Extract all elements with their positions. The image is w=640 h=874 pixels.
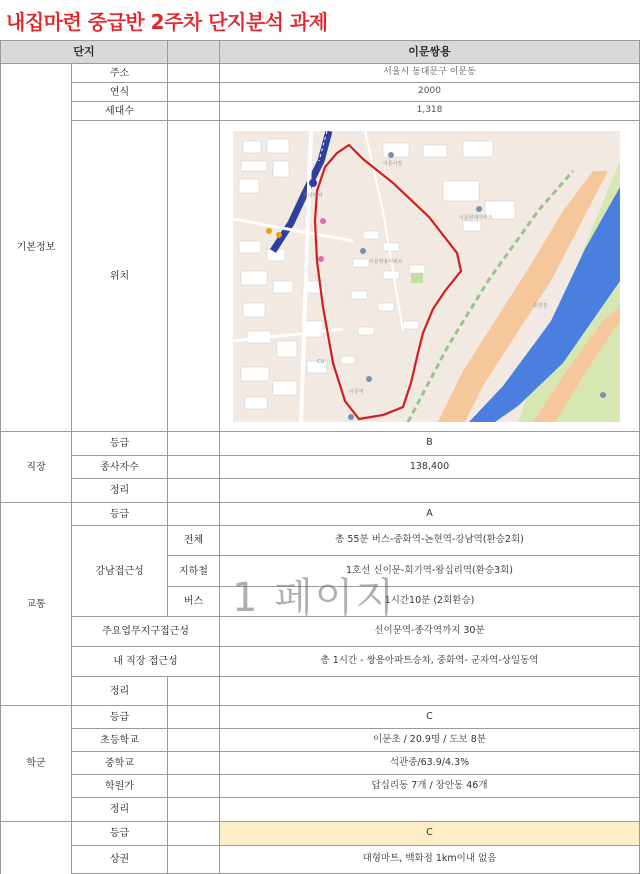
empty-cell	[168, 822, 220, 846]
empty-cell	[168, 121, 220, 432]
empty-cell	[168, 102, 220, 121]
map-block	[241, 367, 269, 381]
map-block	[423, 145, 447, 157]
bus-label: 버스	[168, 587, 220, 617]
commerce-grade-value: C	[220, 822, 640, 846]
map-label-complex: 이문쌍용아파트	[369, 259, 403, 265]
map-pin	[476, 206, 482, 212]
section-jobs: 직장	[0, 432, 72, 503]
page-watermark: 1 페이지	[232, 575, 397, 621]
total-value: 총 55분 버스-중화역-논현역-강남역(환승2회)	[220, 526, 640, 556]
jobs-workers-label: 종사자수	[72, 456, 168, 479]
map-block	[267, 139, 289, 153]
map-block	[383, 271, 399, 279]
map-block	[383, 243, 399, 251]
location-label: 위치	[72, 121, 168, 432]
subway-value: 1호선 신이문-회기역-왕십리역(환승3회)	[220, 556, 640, 587]
transport-grade-label: 등급	[72, 503, 168, 526]
page-title: 내집마련 중급반 2주차 단지분석 과제	[6, 10, 328, 34]
map-block	[378, 303, 394, 311]
elementary-value: 이문초 / 20.9명 / 도보 8분	[220, 729, 640, 752]
jobs-grade-value: B	[220, 432, 640, 456]
empty-cell	[168, 456, 220, 479]
empty-cell	[168, 729, 220, 752]
empty-cell	[168, 775, 220, 798]
map-block	[277, 341, 297, 357]
academy-label: 학원가	[72, 775, 168, 798]
academy-value: 답십리동 7개 / 장안동 46개	[220, 775, 640, 798]
map-block	[305, 321, 323, 337]
transport-summary-label: 정리	[72, 677, 168, 706]
map-pin	[366, 376, 372, 382]
empty-cell	[168, 677, 220, 706]
map-label-sijang: 이문시장	[383, 161, 403, 167]
map-block	[353, 259, 369, 267]
jobs-summary-value[interactable]	[220, 479, 640, 503]
transport-summary-value[interactable]	[220, 677, 640, 706]
map-block	[443, 181, 479, 201]
map-block	[245, 397, 267, 409]
empty-cell	[168, 432, 220, 456]
empty-cell	[168, 846, 220, 874]
school-grade-value: C	[220, 706, 640, 729]
total-label: 전체	[168, 526, 220, 556]
empty-cell	[168, 83, 220, 102]
jobs-workers-value: 138,400	[220, 456, 640, 479]
address-label: 주소	[72, 64, 168, 83]
map-block	[409, 265, 425, 273]
jobs-summary-label: 정리	[72, 479, 168, 503]
header-spacer	[168, 40, 220, 64]
middle-school-value: 석관중/63.9/4.3%	[220, 752, 640, 775]
section-basic-info: 기본정보	[0, 64, 72, 432]
commerce-grade-label: 등급	[72, 822, 168, 846]
transport-grade-value: A	[220, 503, 640, 526]
map-pin	[348, 414, 354, 420]
map-block	[341, 356, 355, 364]
section-transport: 교통	[0, 503, 72, 706]
map-label-daewon: 이문현대아파트	[459, 215, 493, 221]
map-block	[383, 143, 409, 157]
middle-school-label: 중학교	[72, 752, 168, 775]
section-school: 학군	[0, 706, 72, 822]
map-pin	[360, 248, 366, 254]
map-block	[403, 321, 419, 329]
address-value: 서울시 동대문구 이문동	[220, 64, 640, 83]
households-label: 세대수	[72, 102, 168, 121]
empty-cell	[168, 64, 220, 83]
header-complex-name: 이문쌍용	[220, 40, 640, 64]
school-summary-label: 정리	[72, 798, 168, 822]
map-park	[411, 273, 423, 283]
map-block	[463, 221, 481, 231]
map-block	[243, 303, 265, 317]
map-label-cu: CU	[317, 359, 325, 365]
map-block	[241, 161, 267, 171]
map-block	[358, 327, 374, 335]
households-value: 1,318	[220, 102, 640, 121]
map-block	[273, 161, 289, 177]
gangnam-access-label: 강남접근성	[72, 526, 168, 617]
map-pin	[266, 228, 272, 234]
map-block	[273, 281, 293, 293]
commerce-area-value: 대형마트, 백화점 1km이내 없음	[220, 846, 640, 874]
section-commerce	[0, 822, 72, 874]
map-block	[463, 141, 493, 157]
map-label-river: 중랑천	[533, 303, 548, 309]
empty-cell	[168, 706, 220, 729]
map-block	[239, 179, 259, 193]
year-value: 2000	[220, 83, 640, 102]
major-business-access-value: 신이문역-종각역까지 30분	[220, 617, 640, 647]
year-label: 연식	[72, 83, 168, 102]
location-map[interactable]	[233, 131, 620, 422]
empty-cell	[168, 752, 220, 775]
commerce-area-label: 상권	[72, 846, 168, 874]
elementary-label: 초등학교	[72, 729, 168, 752]
jobs-grade-label: 등급	[72, 432, 168, 456]
major-business-access-label: 주요업무지구접근성	[72, 617, 220, 647]
subway-label: 지하철	[168, 556, 220, 587]
my-job-access-label: 내 직장 접근성	[72, 647, 220, 677]
map-label-station: 외대앞역	[303, 193, 323, 199]
map-block	[241, 271, 267, 285]
school-grade-label: 등급	[72, 706, 168, 729]
my-job-access-value: 총 1시간 - 쌍용아파트승차, 중화역- 군자역-상일동역	[220, 647, 640, 677]
page-title-bar	[0, 0, 640, 41]
bus-value: 1시간10분 (2회환승)	[220, 587, 640, 617]
map-pin	[276, 232, 282, 238]
empty-cell	[168, 503, 220, 526]
map-block	[273, 381, 297, 395]
map-pin	[309, 179, 317, 187]
empty-cell	[168, 798, 220, 822]
map-pin	[320, 218, 326, 224]
school-summary-value[interactable]	[220, 798, 640, 822]
header-complex-label: 단지	[0, 40, 168, 64]
map-block	[351, 291, 367, 299]
map-pin	[600, 392, 606, 398]
map-pin	[388, 152, 394, 158]
map-block	[239, 241, 261, 253]
map-pin	[318, 256, 324, 262]
map-label-store: 이문역	[349, 389, 364, 395]
empty-cell	[168, 479, 220, 503]
map-block	[363, 231, 379, 239]
map-block	[243, 141, 261, 153]
